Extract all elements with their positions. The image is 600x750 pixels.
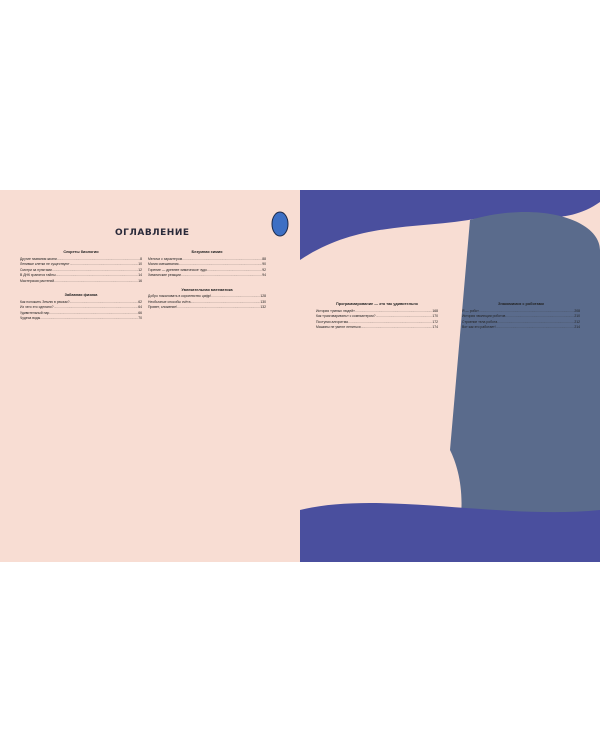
toc-leader-dots bbox=[177, 305, 260, 311]
toc-entry-title: Я — робот bbox=[462, 308, 479, 313]
toc-entry-title: Как «разговаривать» с компьютером? bbox=[316, 314, 376, 319]
toc-entry bbox=[148, 273, 266, 279]
toc-entry-title: Горение — древнее химическое чудо bbox=[148, 267, 207, 272]
toc-entry-page: 16 bbox=[138, 278, 142, 283]
section-heading: Забавная физика bbox=[64, 293, 98, 298]
toc-entry-title: Строение тела робота bbox=[462, 319, 498, 324]
section-heading: Секреты биологии bbox=[63, 250, 99, 254]
toc-entry-page: 12 bbox=[138, 267, 142, 272]
toc-entry-page: 62 bbox=[138, 299, 142, 304]
toc-column-4 bbox=[462, 302, 580, 331]
toc-leader-dots bbox=[496, 325, 575, 331]
toc-entry-page: 90 bbox=[262, 262, 266, 267]
toc-column-1 bbox=[20, 250, 142, 322]
left-page bbox=[0, 190, 300, 562]
toc-entry-page: 130 bbox=[260, 299, 266, 304]
toc-entry-page: 214 bbox=[574, 325, 580, 330]
toc-entry-page: 64 bbox=[138, 305, 142, 310]
toc-entry-title: Мастерская растений bbox=[20, 278, 55, 283]
toc-entry bbox=[316, 325, 438, 331]
toc-entry-title: Другие названия жизни bbox=[20, 256, 57, 261]
section-heading: Увлекательная математика bbox=[181, 287, 233, 292]
toc-entry-title: Смотри за пунктами bbox=[20, 267, 52, 272]
section-heading: Знакомимся с роботами bbox=[498, 302, 544, 306]
toc-entry-title: Поступки алгоритма bbox=[316, 319, 348, 324]
toc-entry-page: 210 bbox=[574, 314, 580, 319]
toc-entry-page: 132 bbox=[260, 305, 266, 310]
toc-entry-page: 208 bbox=[574, 308, 580, 313]
toc-entry-page: 88 bbox=[262, 256, 266, 261]
toc-entry-page: 10 bbox=[138, 262, 142, 267]
toc-entry-title: Машины не умеют лениться bbox=[316, 325, 361, 330]
toc-entry-title: Мелочи с характером bbox=[148, 256, 183, 261]
book-spread bbox=[0, 190, 600, 562]
elephant-illustration bbox=[300, 190, 600, 562]
toc-entry-page: 168 bbox=[432, 308, 438, 313]
toc-entry-title: Ленивые клетки не существуют bbox=[20, 262, 70, 267]
toc-entry-page: 92 bbox=[262, 267, 266, 272]
toc-entry bbox=[20, 316, 142, 322]
toc-entry-title: Чудеса воды bbox=[20, 316, 41, 321]
toc-leader-dots bbox=[361, 325, 433, 331]
toc-entry-page: 66 bbox=[138, 310, 142, 315]
toc-entry-page: 14 bbox=[138, 273, 142, 278]
toc-entry-title: Привет, сложение! bbox=[148, 305, 178, 310]
toc-entry-page: 8 bbox=[140, 256, 142, 261]
page-title: ОГЛАВЛЕНИЕ bbox=[115, 228, 190, 238]
toc-entry bbox=[148, 305, 266, 311]
toc-entry-title: История «умных людей» bbox=[316, 308, 356, 313]
toc-entry-title: Из чего это сделано? bbox=[20, 305, 54, 310]
toc-entry-title: Как положить Землю в рюкзак? bbox=[20, 299, 70, 304]
toc-entry bbox=[462, 325, 580, 331]
toc-entry-page: 70 bbox=[138, 316, 142, 321]
toc-leader-dots bbox=[181, 273, 262, 279]
toc-entry-page: 174 bbox=[432, 325, 438, 330]
toc-entry-title: Удивительный пар bbox=[20, 310, 50, 315]
toc-entry-title: Необычные способы счёта bbox=[148, 299, 191, 304]
toc-entry-page: 212 bbox=[574, 319, 580, 324]
toc-entry-page: 170 bbox=[432, 314, 438, 319]
toc-column-2 bbox=[148, 250, 266, 311]
toc-entry-title: История эволюции роботов bbox=[462, 314, 506, 319]
section-heading: Безумная химия bbox=[191, 250, 223, 254]
right-page bbox=[300, 190, 600, 562]
toc-entry-page: 172 bbox=[432, 319, 438, 324]
toc-entry-page: 128 bbox=[260, 294, 266, 299]
blue-creature-icon bbox=[258, 206, 298, 242]
toc-entry-page: 94 bbox=[262, 273, 266, 278]
section-heading: Программирование — это так удивительно bbox=[336, 302, 418, 306]
toc-entry-title: Вот как это работает! bbox=[462, 325, 496, 330]
toc-entry-title: Химические реакции bbox=[148, 273, 181, 278]
toc-leader-dots bbox=[40, 316, 138, 322]
toc-entry-title: В ДНК хранятся тайны bbox=[20, 273, 56, 278]
toc-entry-title: Магия смешивания bbox=[148, 262, 179, 267]
toc-entry bbox=[20, 279, 142, 285]
toc-entry-title: Добро пожаловать в королевство цифр! bbox=[148, 294, 212, 299]
toc-leader-dots bbox=[54, 279, 138, 285]
toc-column-3 bbox=[316, 302, 438, 331]
